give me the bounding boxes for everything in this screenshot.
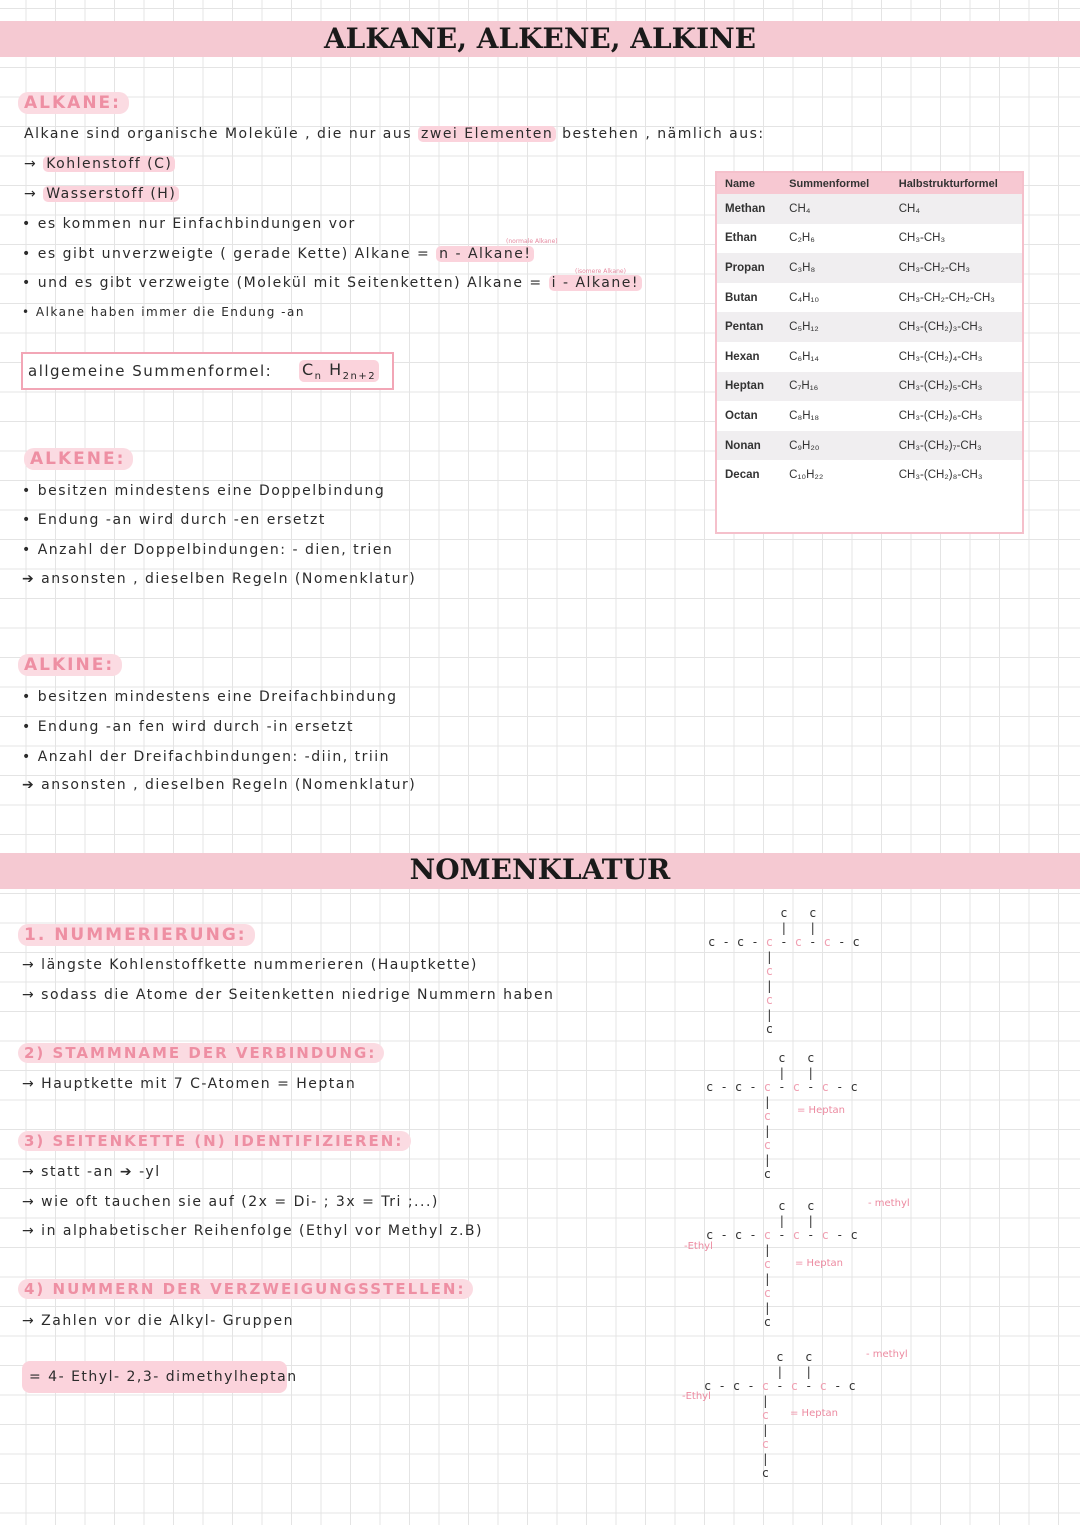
section-title: NOMENKLATUR <box>409 853 671 886</box>
table-row <box>717 342 1022 372</box>
table-cell: C₈H₁₈ <box>789 409 820 422</box>
alkane-heading: ALKANE: <box>18 92 129 114</box>
alkane-table-box <box>715 171 1024 534</box>
table-cell: CH₃-CH₂-CH₂-CH₃ <box>898 291 995 304</box>
table-row <box>717 224 1022 254</box>
table-row <box>717 283 1022 313</box>
alkane-table <box>717 173 1022 490</box>
alkane-bullet-2 <box>22 246 534 262</box>
alkane-item-hydrogen <box>24 186 179 202</box>
result-text: = 4- Ethyl- 2,3- dimethylheptan <box>29 1369 298 1385</box>
step1-line-2: → sodass die Atome der Seitenketten niedrige Nummern haben <box>22 987 555 1003</box>
table-cell: Butan <box>725 291 758 304</box>
table-cell: Decan <box>725 469 760 482</box>
alkene-heading: ALKENE: <box>24 448 133 470</box>
table-cell: C₄H₁₀ <box>789 291 820 304</box>
table-cell: CH₃-(CH₂)₄-CH₃ <box>898 350 983 363</box>
alkine-bullet-1: • besitzen mindestens eine Dreifachbindung <box>22 689 398 705</box>
step3-line-3: → in alphabetischer Reihenfolge (Ethyl vor Methyl z.B) <box>22 1223 483 1239</box>
step4-line-1: → Zahlen vor die Alkyl- Gruppen <box>22 1313 294 1329</box>
alkine-bullet-2: • Endung -an fen wird durch -in ersetzt <box>22 719 354 735</box>
alkene-bullet-2: • Endung -an wird durch -en ersetzt <box>22 512 326 528</box>
carbon-label: Kohlenstoff (C) <box>43 156 175 172</box>
table-row <box>717 253 1022 283</box>
column-header: Halbstrukturformel <box>891 173 1022 194</box>
formula-label: allgemeine Summenformel: <box>28 362 273 380</box>
ethyl-label-3: -Ethyl <box>684 1241 713 1252</box>
alkane-bullet-3-text: • und es gibt verzweigte (Molekül mit Seitenketten) Alkane = <box>22 275 543 291</box>
table-cell: C₅H₁₂ <box>781 312 891 342</box>
methyl-label-4: - methyl <box>866 1349 908 1360</box>
step2-heading: 2) STAMMNAME DER VERBINDUNG: <box>18 1043 384 1063</box>
table-row <box>717 372 1022 402</box>
alkane-intro-a: Alkane sind organische Moleküle , die nur aus <box>24 126 413 142</box>
heptan-label-2: = Heptan <box>797 1105 845 1116</box>
step4-heading: 4) NUMMERN DER VERZWEIGUNGSSTELLEN: <box>18 1279 473 1299</box>
alkene-bullet-1: • besitzen mindestens eine Doppelbindung <box>22 483 386 499</box>
ethyl-label-4: -Ethyl <box>682 1391 711 1402</box>
alkine-heading: ALKINE: <box>18 654 122 676</box>
step3-line-1: → statt -an ➔ -yl <box>22 1164 161 1180</box>
table-cell: C₇H₁₆ <box>781 372 891 402</box>
table-cell: C₉H₂₀ <box>781 431 891 461</box>
structure-diagram-1: c c | | c - c - c - c - c - c | c | c | c <box>708 906 860 1036</box>
table-cell: C₁₀H₂₂ <box>789 469 824 482</box>
table-cell: CH₃-(CH₂)₈-CH₃ <box>898 469 983 482</box>
table-cell: C₃H₈ <box>781 253 891 283</box>
table-cell: CH₃-CH₃ <box>898 232 946 245</box>
step1-line-1: → längste Kohlenstoffkette nummerieren (Hauptkette) <box>22 957 478 973</box>
table-row <box>717 431 1022 461</box>
structure-diagram-3: c c | | c - c - c - c - c - c | c | c | c <box>706 1199 858 1329</box>
alkane-item-carbon <box>24 156 175 172</box>
table-row <box>717 194 1022 224</box>
step3-heading: 3) SEITENKETTE (N) IDENTIFIZIEREN: <box>18 1131 411 1151</box>
heptan-label-4: = Heptan <box>790 1408 838 1419</box>
structure-diagram-4: c c | | c - c - c - c - c - c | c | c | c <box>704 1350 856 1480</box>
formula-value <box>299 360 379 382</box>
table-cell: CH₃-(CH₂)₃-CH₃ <box>891 312 1022 342</box>
alkine-bullet-3: • Anzahl der Dreifachbindungen: -diin, triin <box>22 749 391 765</box>
table-cell: C₆H₁₄ <box>789 350 819 363</box>
formula-cn: n <box>314 371 323 383</box>
table-cell: Methan <box>717 194 781 224</box>
table-cell: Propan <box>717 253 781 283</box>
alkane-intro <box>24 126 765 142</box>
table-cell: Nonan <box>717 431 781 461</box>
formula-hn: 2n+2 <box>342 371 377 383</box>
alkane-bullet-2-text: • es gibt unverzweigte ( gerade Kette) Alkane = <box>22 246 431 262</box>
alkane-bullet-4: • Alkane haben immer die Endung -an <box>22 305 305 319</box>
column-header: Name <box>717 173 781 194</box>
table-cell: C₂H₆ <box>789 232 815 245</box>
alkane-intro-highlight: zwei Elementen <box>418 126 556 142</box>
arrow-icon: → <box>24 156 38 172</box>
methyl-label-3: - methyl <box>868 1198 910 1209</box>
alkene-bullet-4: ➔ ansonsten , dieselben Regeln (Nomenklatur) <box>22 571 417 587</box>
table-cell: CH₄ <box>891 194 1022 224</box>
step2-line-1: → Hauptkette mit 7 C-Atomen = Heptan <box>22 1076 357 1092</box>
formula-h: H <box>329 360 343 379</box>
table-cell: Ethan <box>725 232 757 245</box>
table-cell: Heptan <box>717 372 781 402</box>
n-alkane-highlight: n - Alkane! <box>436 246 534 262</box>
alkane-bullet-3 <box>22 275 642 291</box>
normal-alkane-note: (normale Alkane) <box>506 238 558 245</box>
alkene-bullet-3: • Anzahl der Doppelbindungen: - dien, trien <box>22 542 394 558</box>
table-cell: CH₃-(CH₂)₇-CH₃ <box>891 431 1022 461</box>
table-header-row <box>717 173 1022 194</box>
alkane-intro-b: bestehen , nämlich aus: <box>562 126 765 142</box>
heptan-label-3: = Heptan <box>795 1258 843 1269</box>
result-box <box>22 1361 298 1393</box>
table-row <box>717 401 1022 431</box>
page-title: ALKANE, ALKENE, ALKINE <box>323 22 757 55</box>
table-row <box>717 312 1022 342</box>
table-row <box>717 460 1022 490</box>
structure-diagram-2: c c | | c - c - c - c - c - c | c | c | c <box>706 1051 858 1181</box>
table-cell: CH₃-CH₂-CH₃ <box>891 253 1022 283</box>
table-cell: CH₄ <box>781 194 891 224</box>
step3-line-2: → wie oft tauchen sie auf (2x = Di- ; 3x = Tri ;...) <box>22 1194 439 1210</box>
table-cell: Octan <box>725 409 758 422</box>
i-alkane-highlight: i - Alkane! <box>549 275 642 291</box>
alkine-bullet-4: ➔ ansonsten , dieselben Regeln (Nomenklatur) <box>22 777 417 793</box>
alkane-bullet-1: • es kommen nur Einfachbindungen vor <box>22 216 356 232</box>
table-cell: Pentan <box>717 312 781 342</box>
isomer-alkane-note: (isomere Alkane) <box>575 268 626 275</box>
general-formula-box <box>21 352 394 390</box>
table-cell: CH₃-(CH₂)₅-CH₃ <box>891 372 1022 402</box>
table-cell: Hexan <box>725 350 760 363</box>
formula-c: C <box>302 360 315 379</box>
hydrogen-label: Wasserstoff (H) <box>43 186 179 202</box>
table-cell: CH₃-(CH₂)₆-CH₃ <box>898 409 983 422</box>
column-header: Summenformel <box>781 173 891 194</box>
arrow-icon: → <box>24 186 38 202</box>
step1-heading: 1. NUMMERIERUNG: <box>18 924 255 946</box>
